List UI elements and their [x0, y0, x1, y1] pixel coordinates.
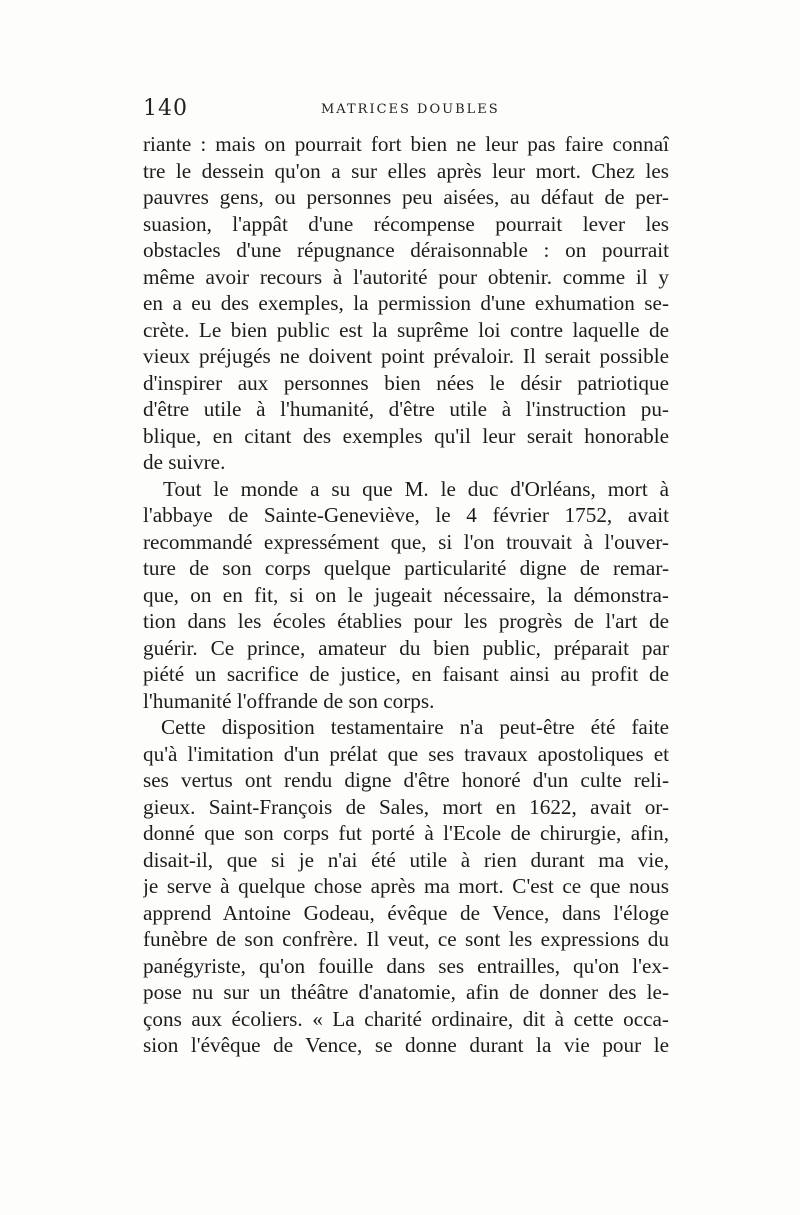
text-line: de suivre.	[143, 450, 226, 474]
text-line: panégyriste, qu'on fouille dans ses entrailles, qu'on l'ex-	[143, 953, 669, 978]
text-line: crète. Le bien public est la suprême loi contre laquelle de	[143, 317, 669, 342]
text-line: vieux préjugés ne doivent point prévaloir. Il serait possible	[143, 344, 669, 368]
text-line: riante : mais on pourrait fort bien ne leur pas faire connaî	[143, 132, 669, 156]
body-text	[143, 131, 669, 1059]
text-line: çons aux écoliers. « La charité ordinaire, dit à cette occa-	[143, 1006, 669, 1031]
text-line: l'humanité l'offrande de son corps.	[143, 688, 435, 713]
text-line: tion dans les écoles établies pour les progrès de l'art de	[143, 609, 669, 633]
text-line: d'être utile à l'humanité, d'être utile à l'instruction pu-	[143, 397, 669, 421]
text-line: que, on en fit, si on le jugeait nécessaire, la démonstra-	[143, 582, 669, 607]
text-line: funèbre de son confrère. Il veut, ce sont les expressions du	[143, 927, 669, 951]
text-line: pauvres gens, ou personnes peu aisées, au défaut de per-	[143, 185, 669, 209]
text-line: guérir. Ce prince, amateur du bien public, préparait par	[143, 635, 669, 660]
text-line: obstacles d'une répugnance déraisonnable : on pourrait	[143, 238, 669, 262]
text-line: d'inspirer aux personnes bien nées le désir patriotique	[143, 370, 669, 395]
page-number: 140	[143, 96, 188, 121]
text-line: Cette disposition testamentaire n'a peut-être été faite	[161, 715, 669, 739]
text-line: piété un sacrifice de justice, en faisant ainsi au profit de	[143, 662, 669, 686]
running-title: MATRICES DOUBLES	[321, 102, 500, 117]
text-line: apprend Antoine Godeau, évêque de Vence, dans l'éloge	[143, 900, 669, 925]
text-line: je serve à quelque chose après ma mort. C'est ce que nous	[143, 874, 669, 898]
text-line: sion l'évêque de Vence, se donne durant la vie pour le	[143, 1033, 669, 1057]
text-line: donné que son corps fut porté à l'Ecole de chirurgie, afin,	[143, 821, 669, 845]
text-line: l'abbaye de Sainte-Geneviève, le 4 février 1752, avait	[143, 503, 669, 527]
text-line: ses vertus ont rendu digne d'être honoré d'un culte reli-	[143, 768, 669, 792]
text-line: gieux. Saint-François de Sales, mort en 1622, avait or-	[143, 794, 669, 819]
text-line: qu'à l'imitation d'un prélat que ses travaux apostoliques et	[143, 741, 669, 766]
page-header	[143, 96, 669, 126]
text-line: blique, en citant des exemples qu'il leur serait honorable	[143, 423, 669, 448]
text-line: recommandé expressément que, si l'on trouvait à l'ouver-	[143, 529, 669, 554]
text-line: suasion, l'appât d'une récompense pourrait lever les	[143, 211, 669, 236]
text-line: disait-il, que si je n'ai été utile à rien durant ma vie,	[143, 847, 669, 872]
text-line: tre le dessein qu'on a sur elles après leur mort. Chez les	[143, 158, 669, 183]
text-line: en a eu des exemples, la permission d'une exhumation se-	[143, 291, 669, 315]
text-line: ture de son corps quelque particularité digne de remar-	[143, 556, 669, 580]
text-line: même avoir recours à l'autorité pour obtenir. comme il y	[143, 264, 669, 289]
text-line: Tout le monde a su que M. le duc d'Orléans, mort à	[163, 476, 669, 501]
text-line: pose nu sur un théâtre d'anatomie, afin de donner des le-	[143, 980, 669, 1004]
